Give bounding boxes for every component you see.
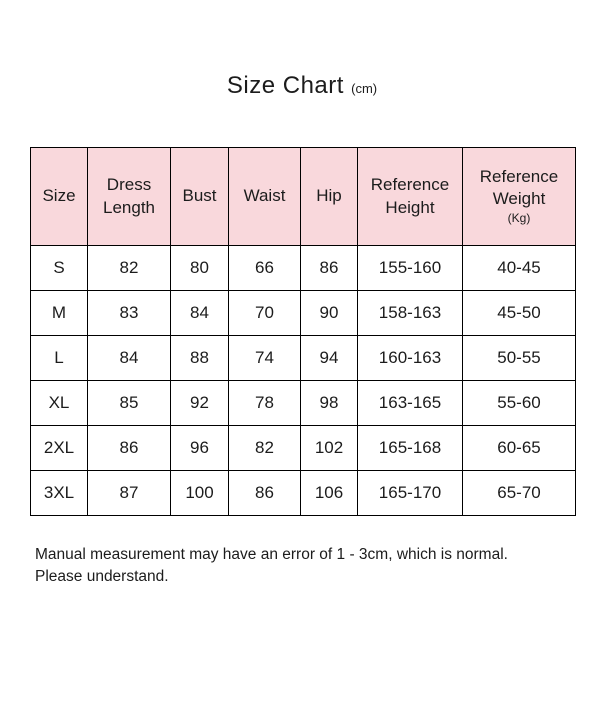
table-cell: 85 [88,381,171,426]
table-cell: 155-160 [358,246,463,291]
reference-weight-label: Reference Weight [479,167,559,209]
size-cell: S [31,246,88,291]
table-row-3xl [31,471,576,516]
table-cell: 78 [229,381,301,426]
table-cell: 160-163 [358,336,463,381]
column-header-bust: Bust [171,148,229,246]
measurement-note [35,544,575,589]
table-cell: 65-70 [463,471,576,516]
table-cell: 90 [301,291,358,336]
size-cell: L [31,336,88,381]
table-row-m [31,291,576,336]
table-cell: 86 [301,246,358,291]
table-cell: 45-50 [463,291,576,336]
table-cell: 70 [229,291,301,336]
table-row-xl [31,381,576,426]
column-header-hip: Hip [301,148,358,246]
column-header-reference-height: Reference Height [358,148,463,246]
table-cell: 83 [88,291,171,336]
table-cell: 87 [88,471,171,516]
measurement-note-line1: Manual measurement may have an error of 1 - 3cm, which is normal. [35,546,508,563]
column-header-reference-weight [463,148,576,246]
table-cell: 96 [171,426,229,471]
table-cell: 100 [171,471,229,516]
table-header-row [31,148,576,246]
column-header-dress-length: Dress Length [88,148,171,246]
table-cell: 84 [88,336,171,381]
table-cell: 82 [88,246,171,291]
table-cell: 102 [301,426,358,471]
table-cell: 40-45 [463,246,576,291]
page-title-unit: (cm) [351,81,378,96]
table-cell: 88 [171,336,229,381]
table-cell: 82 [229,426,301,471]
table-cell: 94 [301,336,358,381]
table-cell: 74 [229,336,301,381]
table-cell: 80 [171,246,229,291]
table-row-l [31,336,576,381]
page-title-text: Size Chart [226,72,344,99]
table-cell: 86 [88,426,171,471]
weight-unit-label: (Kg) [507,211,531,226]
table-cell: 165-170 [358,471,463,516]
page-title [0,72,604,100]
measurement-note-line2: Please understand. [35,568,169,586]
table-cell: 92 [171,381,229,426]
table-cell: 84 [171,291,229,336]
size-cell: XL [31,381,88,426]
size-cell: 3XL [31,471,88,516]
table-cell: 158-163 [358,291,463,336]
table-cell: 98 [301,381,358,426]
table-row-2xl [31,426,576,471]
size-cell: M [31,291,88,336]
table-cell: 66 [229,246,301,291]
column-header-size: Size [31,148,88,246]
size-table [30,147,576,516]
table-cell: 163-165 [358,381,463,426]
table-cell: 60-65 [463,426,576,471]
table-cell: 106 [301,471,358,516]
column-header-waist: Waist [229,148,301,246]
table-cell: 55-60 [463,381,576,426]
table-row-s [31,246,576,291]
table-cell: 165-168 [358,426,463,471]
table-cell: 86 [229,471,301,516]
size-cell: 2XL [31,426,88,471]
table-cell: 50-55 [463,336,576,381]
